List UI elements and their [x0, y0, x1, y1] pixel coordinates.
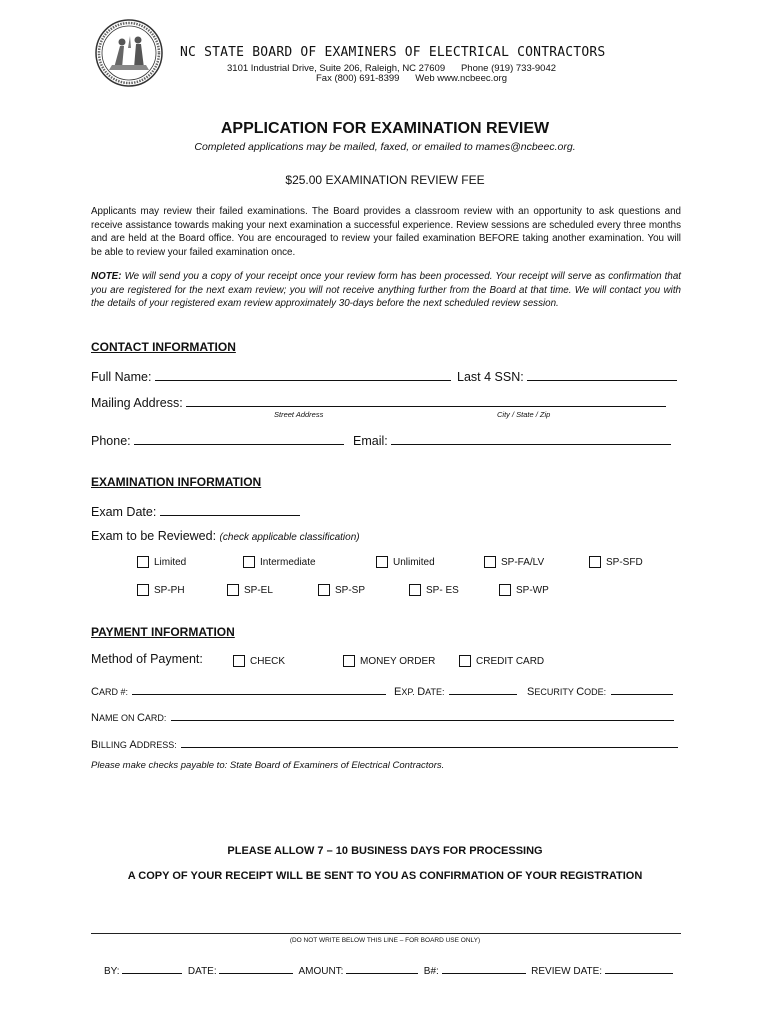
name-on-card-row — [91, 708, 674, 726]
checkbox-box[interactable] — [484, 556, 496, 568]
exam-reviewed-label: Exam to be Reviewed: — [91, 529, 217, 543]
date-label: DATE: — [187, 966, 217, 977]
billing-address-row — [91, 735, 678, 753]
exp-date-row — [394, 682, 517, 700]
security-code-label — [527, 682, 606, 699]
label-rest: DDRESS: — [136, 740, 177, 750]
email-row — [353, 431, 671, 448]
street-address-hint: Street Address — [274, 410, 324, 419]
processing-time-notice: PLEASE ALLOW 7 – 10 BUSINESS DAYS FOR PROCESSING — [227, 845, 543, 857]
contact-section-heading: CONTACT INFORMATION — [91, 340, 236, 354]
org-fax: Fax (800) 691-8399 — [316, 73, 400, 84]
note-text: We will send you a copy of your receipt once your review form has been processed. Your receipt will serve as confirmation that you are registered for the next exam review; you will not receive anything further from the Board at that time. We will contact you with the details of your registered exam review approximately 30-days before the next scheduled review session. — [91, 271, 681, 309]
org-phone: Phone (919) 733-9042 — [460, 63, 557, 74]
page-title: APPLICATION FOR EXAMINATION REVIEW — [220, 120, 550, 137]
checkbox-sp-es[interactable] — [409, 584, 459, 596]
label-cap: A — [129, 739, 137, 751]
phone-label: Phone: — [91, 434, 131, 448]
checkbox-sp-fa-lv[interactable] — [484, 556, 544, 568]
checkbox-label: SP-PH — [154, 584, 185, 596]
review-fee: $25.00 EXAMINATION REVIEW FEE — [285, 173, 485, 187]
board-use-only-label: (DO NOT WRITE BELOW THIS LINE – FOR BOARD USE ONLY) — [289, 937, 481, 944]
board-use-divider — [91, 933, 681, 934]
label-cap: C — [91, 686, 99, 698]
amount-field[interactable] — [346, 964, 418, 974]
email-label: Email: — [353, 434, 388, 448]
checkbox-label: CREDIT CARD — [476, 655, 545, 667]
exam-date-label: Exam Date: — [91, 505, 157, 519]
checkbox-label: SP-EL — [244, 584, 273, 596]
ssn-row — [457, 367, 677, 384]
checkbox-box[interactable] — [243, 556, 255, 568]
checkbox-box[interactable] — [137, 584, 149, 596]
label-rest: AME ON — [98, 713, 137, 723]
org-name: NC STATE BOARD OF EXAMINERS OF ELECTRICAL CONTRACTORS — [180, 45, 606, 60]
checkbox-label: SP-SFD — [606, 556, 643, 568]
full-name-row — [91, 367, 451, 384]
checkbox-label: SP-SP — [335, 584, 366, 596]
b-number-label: B#: — [423, 966, 439, 977]
billing-address-label — [91, 735, 177, 752]
checks-payable-note: Please make checks payable to: State Board of Examiners of Electrical Contractors. — [91, 760, 445, 771]
review-date-label: REVIEW DATE: — [531, 966, 603, 977]
label-cap: C — [576, 686, 585, 698]
checkbox-label: MONEY ORDER — [360, 655, 436, 667]
label-cap: E — [394, 686, 402, 698]
checkbox-box[interactable] — [376, 556, 388, 568]
org-fax-line — [316, 73, 507, 84]
billing-address-field[interactable] — [181, 736, 678, 748]
name-on-card-field[interactable] — [171, 709, 674, 721]
checkbox-sp-el[interactable] — [227, 584, 273, 596]
label-rest: ARD: — [144, 713, 167, 723]
checkbox-check[interactable] — [233, 655, 285, 667]
by-label: BY: — [104, 966, 120, 977]
checkbox-label: CHECK — [250, 655, 286, 667]
phone-row — [91, 431, 344, 448]
checkbox-label: SP- ES — [426, 584, 459, 596]
receipt-confirmation-notice: A COPY OF YOUR RECEIPT WILL BE SENT TO YOU AS CONFIRMATION OF YOUR REGISTRATION — [127, 870, 643, 882]
label-rest: ECURITY — [534, 687, 577, 697]
ssn-field[interactable] — [527, 367, 677, 381]
city-state-zip-hint: City / State / Zip — [497, 410, 551, 419]
checkbox-label: SP-FA/LV — [501, 556, 545, 568]
label-cap: D — [417, 686, 426, 698]
checkbox-sp-ph[interactable] — [137, 584, 185, 596]
payment-section-heading: PAYMENT INFORMATION — [91, 625, 235, 639]
checkbox-box[interactable] — [459, 655, 471, 667]
note-label: NOTE: — [91, 271, 122, 282]
board-use-fields — [104, 964, 673, 977]
full-name-label: Full Name: — [91, 370, 152, 384]
org-web: Web www.ncbeec.org — [415, 73, 507, 84]
security-code-row — [527, 682, 673, 700]
mailing-field[interactable] — [186, 393, 666, 407]
checkbox-box[interactable] — [409, 584, 421, 596]
card-number-field[interactable] — [132, 683, 386, 695]
note-paragraph — [91, 270, 681, 311]
label-cap: B — [91, 739, 99, 751]
payment-method-label: Method of Payment: — [91, 652, 203, 666]
checkbox-credit-card[interactable] — [459, 655, 544, 667]
b-number-field[interactable] — [442, 964, 526, 974]
checkbox-sp-sp[interactable] — [318, 584, 365, 596]
phone-field[interactable] — [134, 431, 344, 445]
label-rest: ATE: — [425, 687, 445, 697]
mailing-row — [91, 393, 666, 410]
checkbox-limited[interactable] — [137, 556, 186, 568]
full-name-field[interactable] — [155, 367, 451, 381]
exp-date-label — [394, 682, 445, 699]
label-cap: S — [527, 686, 535, 698]
by-field[interactable] — [122, 964, 182, 974]
checkbox-intermediate[interactable] — [243, 556, 316, 568]
exam-date-field[interactable] — [160, 502, 300, 516]
label-rest: XP. — [401, 687, 418, 697]
review-date-field[interactable] — [605, 964, 673, 974]
exam-date-row — [91, 502, 300, 519]
checkbox-label: SP-WP — [516, 584, 549, 596]
checkbox-box[interactable] — [318, 584, 330, 596]
intro-paragraph: Applicants may review their failed examinations. The Board provides a classroom review with an opportunity to ask questions and receive assistance towards making your next examination a successful experience. Review sessions are scheduled every three months and are held at the Board office. You are encouraged to review your failed examination BEFORE taking another examination. You will be able to review your failed examination once. — [91, 206, 681, 258]
date-field[interactable] — [219, 964, 293, 974]
card-number-label — [91, 682, 128, 699]
checkbox-box[interactable] — [233, 655, 245, 667]
checkbox-sp-sfd[interactable] — [589, 556, 643, 568]
checkbox-sp-wp[interactable] — [499, 584, 549, 596]
mailing-label: Mailing Address: — [91, 396, 183, 410]
checkbox-box[interactable] — [227, 584, 239, 596]
label-rest: ARD #: — [98, 687, 128, 697]
state-seal-image — [94, 18, 164, 88]
exp-date-field[interactable] — [449, 683, 517, 695]
label-cap: N — [91, 712, 99, 724]
exam-reviewed-hint: (check applicable classification) — [219, 532, 360, 543]
checkbox-box[interactable] — [137, 556, 149, 568]
ssn-label: Last 4 SSN: — [457, 370, 524, 384]
checkbox-unlimited[interactable] — [376, 556, 435, 568]
exam-section-heading: EXAMINATION INFORMATION — [91, 475, 262, 489]
checkbox-box[interactable] — [589, 556, 601, 568]
name-on-card-label — [91, 708, 166, 725]
checkbox-label: Unlimited — [393, 556, 435, 568]
label-rest: ILLING — [98, 740, 130, 750]
checkbox-money-order[interactable] — [343, 655, 435, 667]
card-number-row — [91, 682, 386, 700]
amount-label: AMOUNT: — [298, 966, 344, 977]
checkbox-label: Intermediate — [260, 556, 316, 568]
checkbox-box[interactable] — [499, 584, 511, 596]
checkbox-box[interactable] — [343, 655, 355, 667]
submission-instructions: Completed applications may be mailed, faxed, or emailed to mames@ncbeec.org. — [194, 141, 576, 153]
org-address: 3101 Industrial Drive, Suite 206, Raleigh, NC 27609 — [227, 63, 446, 74]
label-rest: ODE: — [584, 687, 607, 697]
label-cap: C — [136, 712, 145, 724]
email-field[interactable] — [391, 431, 671, 445]
exam-reviewed-row — [91, 529, 360, 543]
security-code-field[interactable] — [611, 683, 673, 695]
checkbox-label: Limited — [154, 556, 187, 568]
